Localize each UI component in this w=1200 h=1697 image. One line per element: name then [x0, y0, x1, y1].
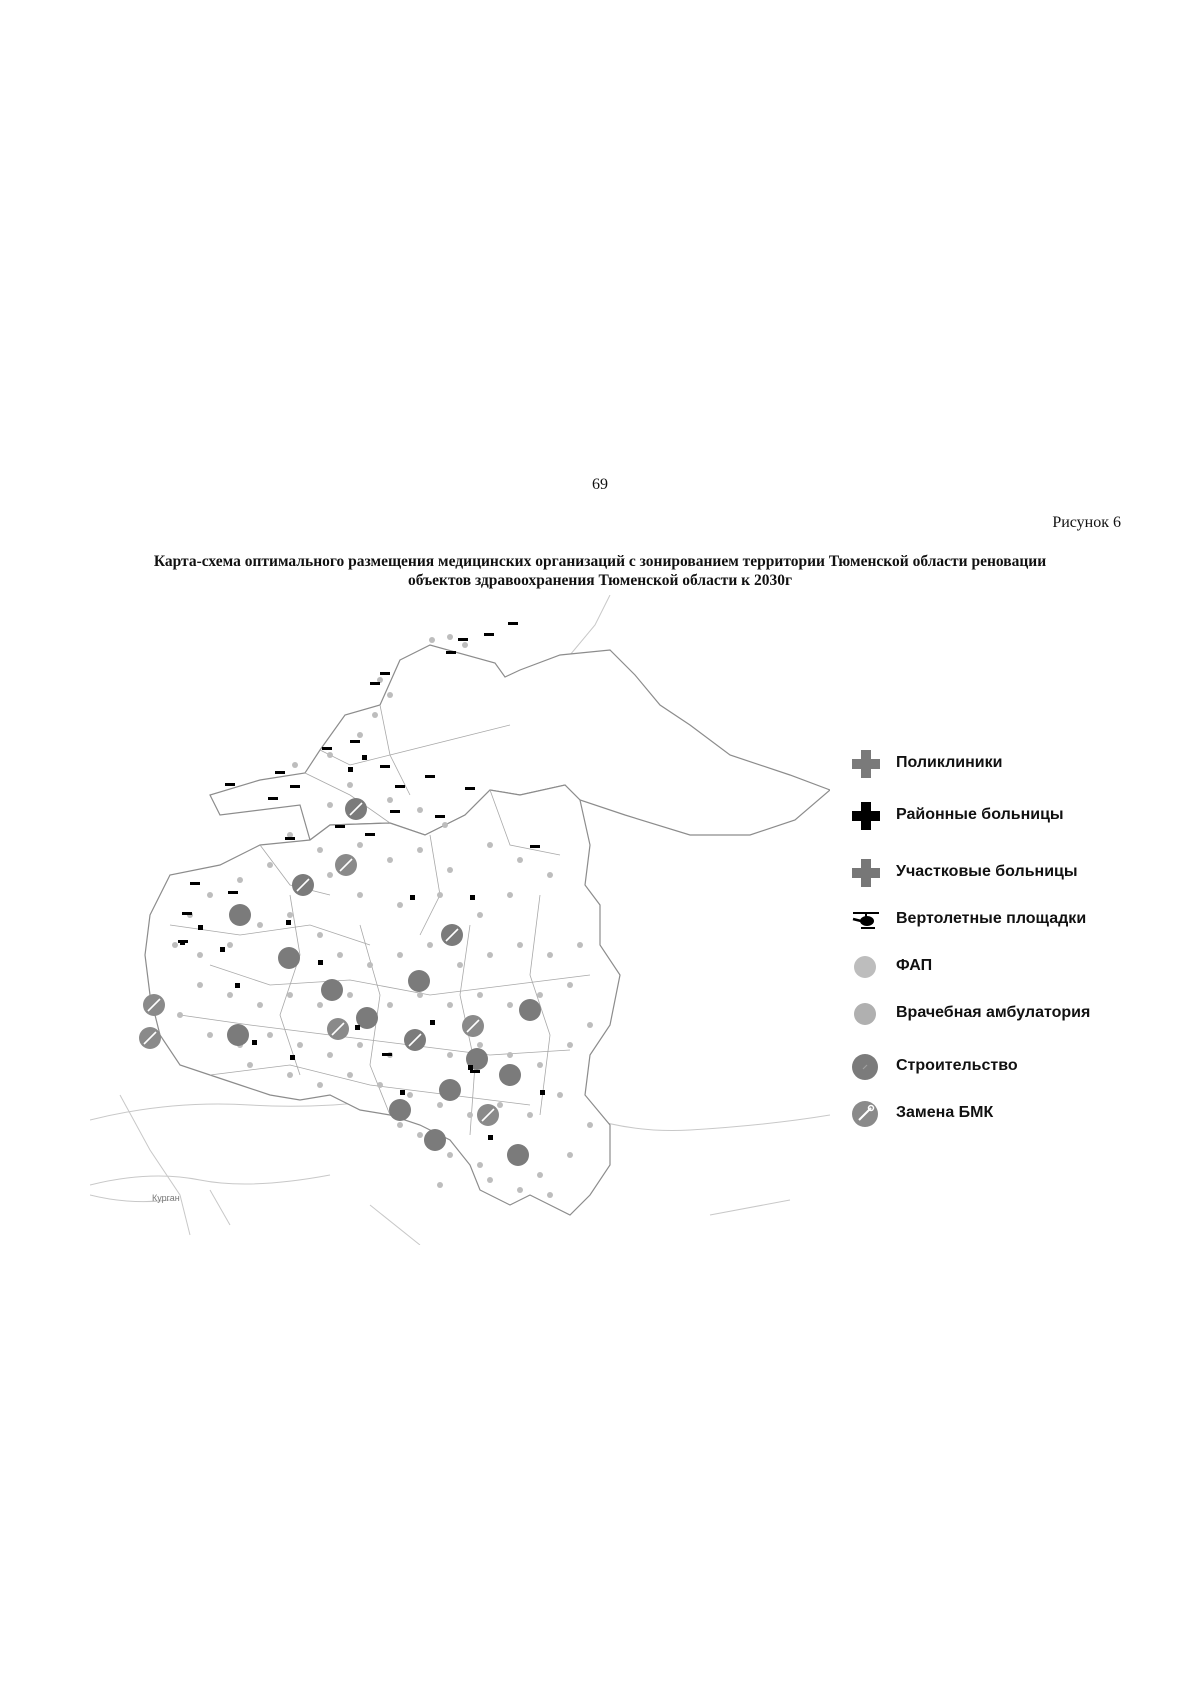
legend-label: Строительство	[896, 1057, 1018, 1074]
figure-title	[90, 552, 1110, 590]
legend-label: Замена БМК	[896, 1104, 994, 1121]
gray-cross-icon	[850, 748, 882, 780]
dark-circle-icon	[850, 1051, 882, 1083]
gray-cross-icon	[850, 857, 882, 889]
legend-item-fap	[850, 951, 1170, 983]
legend-label: Вертолетные площадки	[896, 910, 1087, 927]
page-number: 69	[592, 476, 608, 493]
city-label-kurgan: Курган	[152, 1193, 180, 1203]
legend-item-replacement	[850, 1098, 1170, 1130]
legend-item-uchastok-hospital	[850, 857, 1170, 889]
helicopter-icon	[850, 904, 882, 936]
figure-title-line-2: объектов здравоохранения Тюменской области к 2030г	[407, 572, 792, 589]
figure-label: Рисунок 6	[1052, 514, 1121, 531]
legend-item-helipad	[850, 904, 1170, 936]
legend-item-rayon-hospital	[850, 800, 1170, 832]
legend-label: Районные больницы	[896, 806, 1064, 823]
legend-label: Поликлиники	[896, 754, 1003, 771]
black-cross-icon	[850, 800, 882, 832]
legend-item-poliklinika	[850, 748, 1170, 780]
figure-title-line-1: Карта-схема оптимального размещения медицинских организаций с зонированием территории Тюменской области реновации	[153, 553, 1047, 570]
wrench-circle-icon	[850, 1098, 882, 1130]
light-circle-icon	[850, 951, 882, 983]
legend-item-ambulatory	[850, 998, 1170, 1030]
legend-label: ФАП	[896, 957, 933, 974]
light-circle-icon	[850, 998, 882, 1030]
legend-label: Участковые больницы	[896, 863, 1078, 880]
legend-label: Врачебная амбулатория	[896, 1004, 1091, 1021]
legend-item-construction	[850, 1051, 1170, 1083]
region-map	[90, 595, 830, 1245]
